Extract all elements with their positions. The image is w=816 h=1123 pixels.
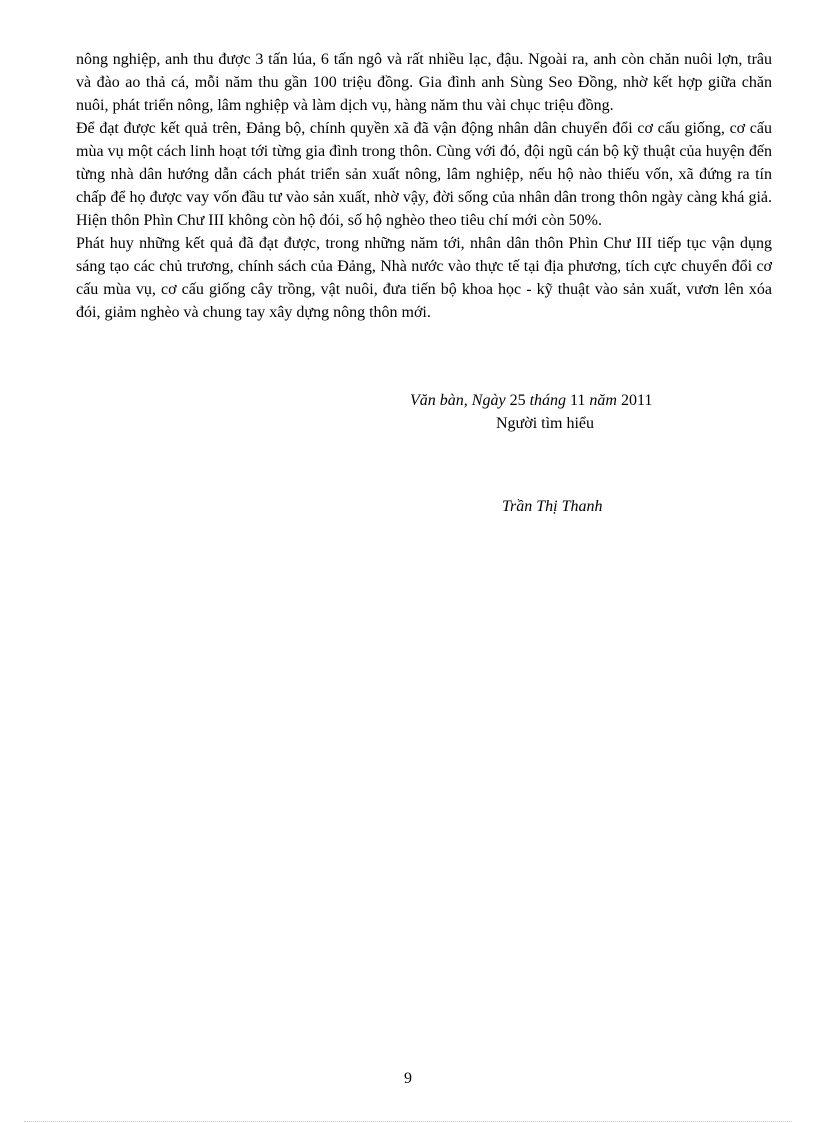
signature-day-label: Ngày [471, 392, 506, 409]
signature-month: 11 [570, 392, 586, 409]
signature-role: Người tìm hiểu [496, 415, 595, 432]
paragraph-results-methods: Để đạt được kết quả trên, Đảng bộ, chính quyền xã đã vận động nhân dân chuyển đổi cơ cấu giống, cơ cấu mùa vụ một cách linh hoạt tới từng gia đình trong thôn. Cùng với đó, đội ngũ cán bộ kỹ thuật của huyện đến từng nhà dân hướng dẫn cách phát triển sản xuất nông, lâm nghiệp, nếu hộ nào thiếu vốn, xã đứng ra tín chấp để họ được vay vốn đầu tư vào sản xuất, nhờ vậy, đời sống của nhân dân trong thôn ngày càng khá giả. Hiện thôn Phìn Chư III không còn hộ đói, số hộ nghèo theo tiêu chí mới còn 50%. [76, 120, 772, 229]
paragraph-future-direction: Phát huy những kết quả đã đạt được, trong những năm tới, nhân dân thôn Phìn Chư III tiếp tục vận dụng sáng tạo các chủ trương, chính sách của Đảng, Nhà nước vào thực tế tại địa phương, tích cực chuyển đổi cơ cấu mùa vụ, cơ cấu giống cây trồng, vật nuôi, đưa tiến bộ khoa học - kỹ thuật vào sản xuất, vươn lên xóa đói, giảm nghèo và chung tay xây dựng nông thôn mới. [76, 235, 772, 321]
signature-date-line: Văn bàn, Ngày 25 tháng 11 năm 2011 [410, 392, 653, 409]
signature-name: Trần Thị Thanh [502, 498, 603, 515]
signature-day: 25 [509, 392, 526, 409]
signature-year: 2011 [620, 392, 653, 409]
signature-place: Văn bàn [410, 392, 464, 409]
page-bottom-divider [24, 1121, 792, 1122]
page-number: 9 [404, 1070, 412, 1087]
paragraph-income-example: nông nghiệp, anh thu được 3 tấn lúa, 6 tấn ngô và rất nhiều lạc, đậu. Ngoài ra, anh còn chăn nuôi lợn, trâu và đào ao thả cá, mỗi năm thu gần 100 triệu đồng. Gia đình anh Sùng Seo Đồng, nhờ kết hợp giữa chăn nuôi, phát triển nông, lâm nghiệp và làm dịch vụ, hàng năm thu vài chục triệu đồng. [76, 51, 772, 114]
article-body [76, 48, 772, 324]
signature-month-label: tháng [529, 392, 567, 409]
signature-year-label: năm [589, 392, 617, 409]
